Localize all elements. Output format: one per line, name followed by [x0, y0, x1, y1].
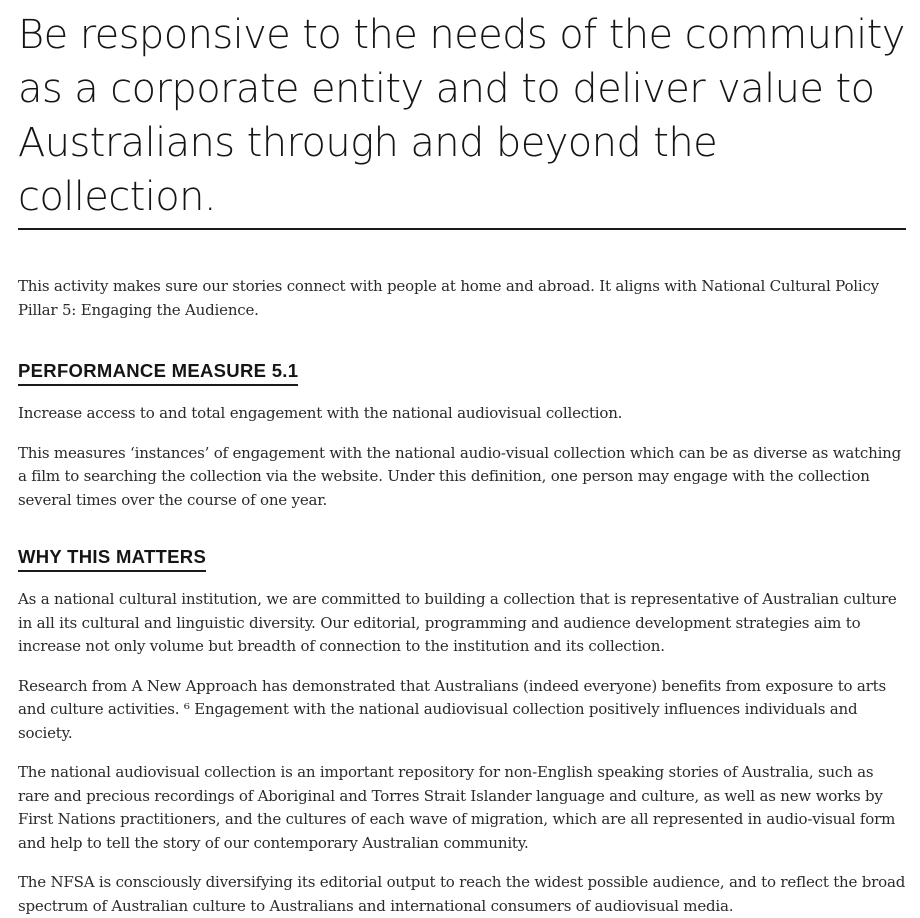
intro-paragraph: This activity makes sure our stories connect with people at home and abroad. It aligns with National Cultural Policy Pillar 5: Engaging the Audience. [18, 277, 879, 319]
why-paragraph-4: The NFSA is consciously diversifying its editorial output to reach the widest possible audience, and to reflect the broad spectrum of Australian culture to Australians and international consumers of audiovisual media. [18, 873, 906, 915]
measure-paragraph-2: This measures ‘instances’ of engagement with the national audio-visual collection which can be as diverse as watching a film to searching the collection via the website. Under this definition, one person may engage with the collection several times over the course of one year. [18, 443, 902, 509]
measure-paragraph-1: Increase access to and total engagement with the national audiovisual collection. [18, 404, 623, 422]
performance-measure-heading: PERFORMANCE MEASURE 5.1 [18, 360, 298, 386]
document-page [18, 0, 906, 918]
why-paragraph-1: As a national cultural institution, we are committed to building a collection that is representative of Australian culture in all its cultural and linguistic diversity. Our editorial, programming and audience development strategies aim to increase not only volume but breadth of connection to the institution and its collection. [18, 590, 897, 655]
why-this-matters-heading: WHY THIS MATTERS [18, 546, 206, 572]
why-paragraph-3: The national audiovisual collection is an important repository for non-English speaking stories of Australia, such as rare and precious recordings of Aboriginal and Torres Strait Islander language and culture, as well as new works by First Nations practitioners, and the cultures of each wave of migration, which are all represented in audio-visual form and help to tell the story of our contemporary Australian community. [18, 763, 896, 852]
why-paragraph-2: Research from A New Approach has demonstrated that Australians (indeed everyone) benefits from exposure to arts and culture activities. ⁶ Engagement with the national audiovisual collection positively influences individuals and society. [18, 676, 886, 742]
page-headline: Be responsive to the needs of the community as a corporate entity and to deliver value to Australians through and beyond the collection. [18, 8, 906, 230]
